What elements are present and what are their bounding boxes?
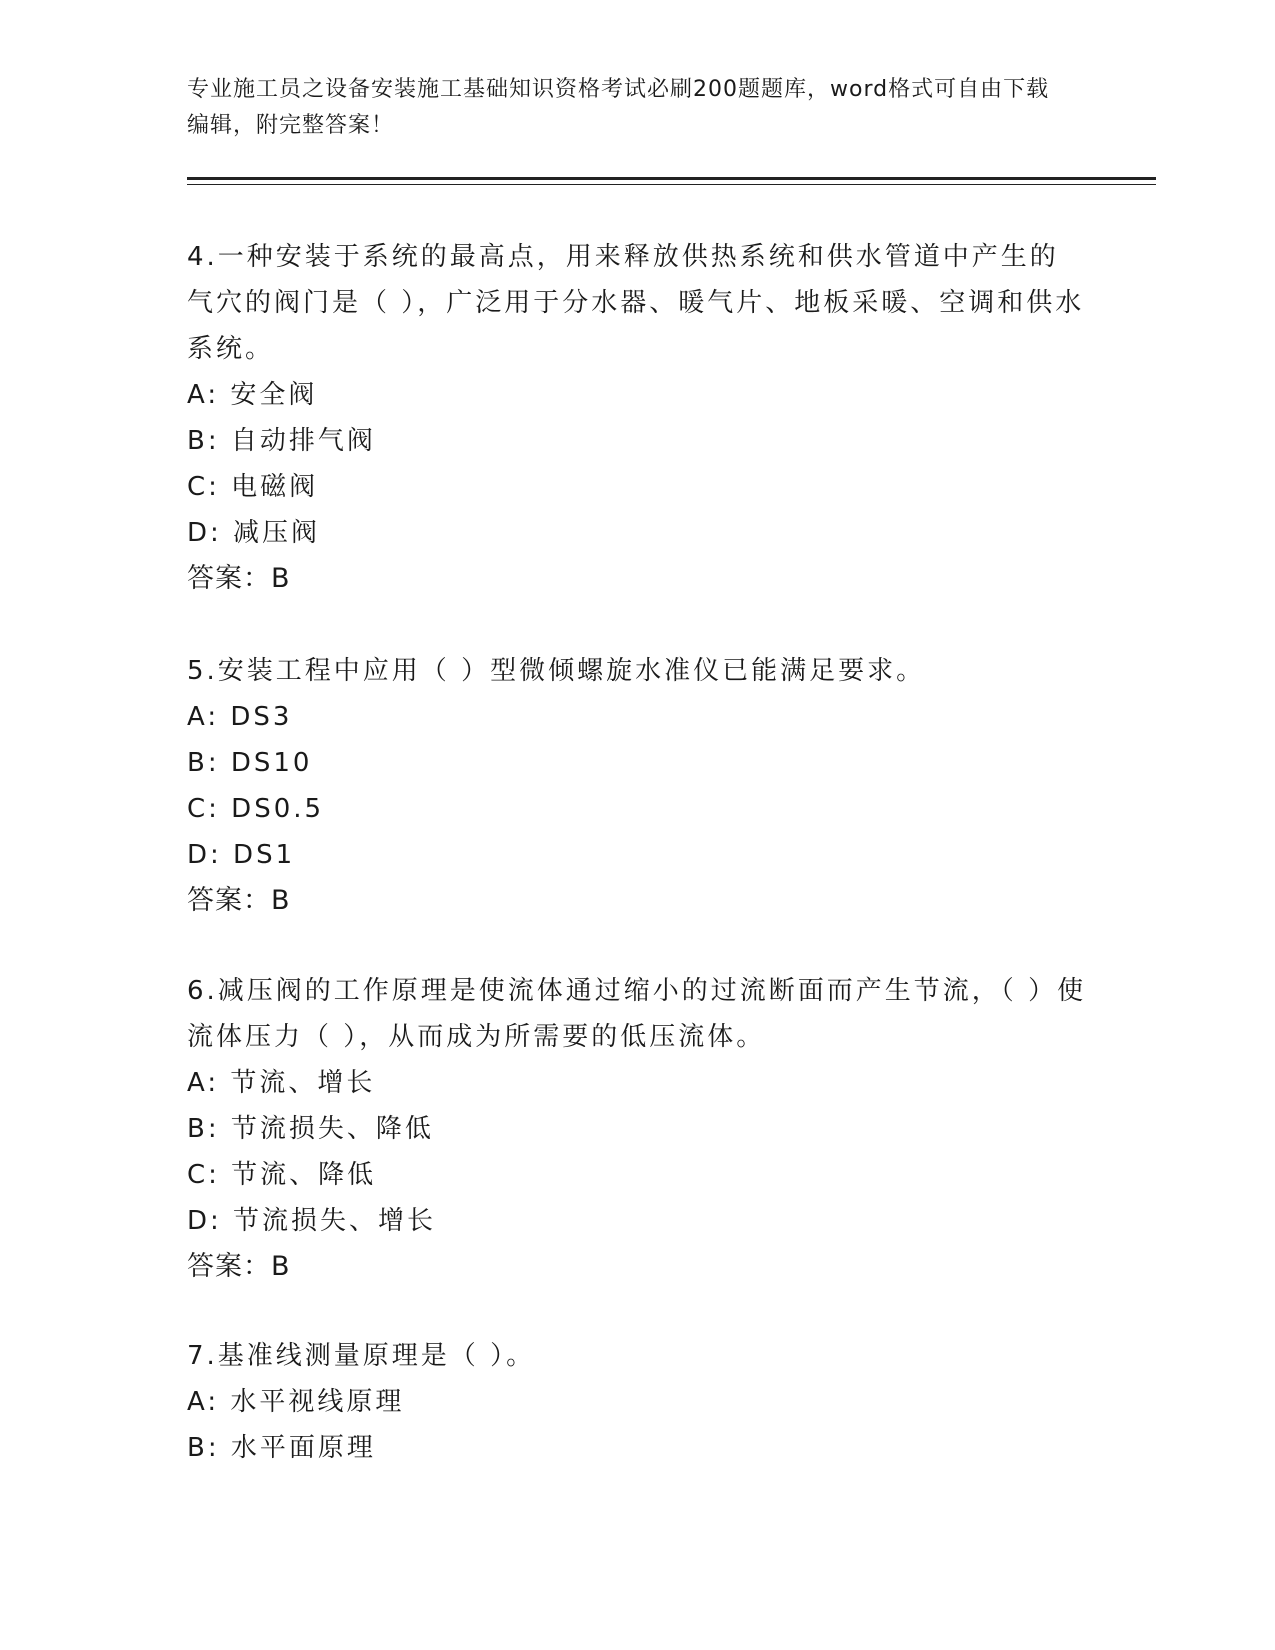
document-title: 专业施工员之设备安装施工基础知识资格考试必刷200题题库，word格式可自由下载编辑，附完整答案！	[187, 77, 1050, 138]
option-a: A: 安全阀	[187, 380, 318, 410]
answer: 答案：B	[187, 563, 291, 594]
answer: 答案：B	[187, 1251, 291, 1282]
question-stem: 6.减压阀的工作原理是使流体通过缩小的过流断面而产生节流，（ ）使流体压力（ ），从而成为所需要的低压流体。	[187, 976, 1087, 1052]
option-b: B: 节流损失、降低	[187, 1114, 434, 1144]
question-6	[187, 968, 1087, 1290]
question-5	[187, 648, 1087, 924]
option-b: B: 水平面原理	[187, 1433, 376, 1463]
option-a: A: 水平视线原理	[187, 1387, 405, 1417]
option-c: C: 节流、降低	[187, 1160, 377, 1190]
question-4	[187, 234, 1087, 602]
question-stem: 7.基准线测量原理是（ ）。	[187, 1341, 536, 1371]
option-d: D: 节流损失、增长	[187, 1206, 437, 1236]
question-stem: 4.一种安装于系统的最高点，用来释放供热系统和供水管道中产生的气穴的阀门是（ ），广泛用于分水器、暖气片、地板采暖、空调和供水系统。	[187, 242, 1085, 364]
option-c: C: 电磁阀	[187, 472, 319, 502]
option-d: D: 减压阀	[187, 518, 321, 548]
question-stem: 5.安装工程中应用（ ）型微倾螺旋水准仪已能满足要求。	[187, 656, 926, 686]
option-a: A: DS3	[187, 702, 293, 732]
header-divider-thin	[187, 184, 1156, 185]
option-c: C: DS0.5	[187, 794, 325, 824]
option-b: B: 自动排气阀	[187, 426, 376, 456]
header-divider-thick	[187, 177, 1156, 180]
option-d: D: DS1	[187, 840, 296, 870]
option-a: A: 节流、增长	[187, 1068, 376, 1098]
question-7	[187, 1333, 1087, 1471]
answer: 答案：B	[187, 885, 291, 916]
option-b: B: DS10	[187, 748, 313, 778]
